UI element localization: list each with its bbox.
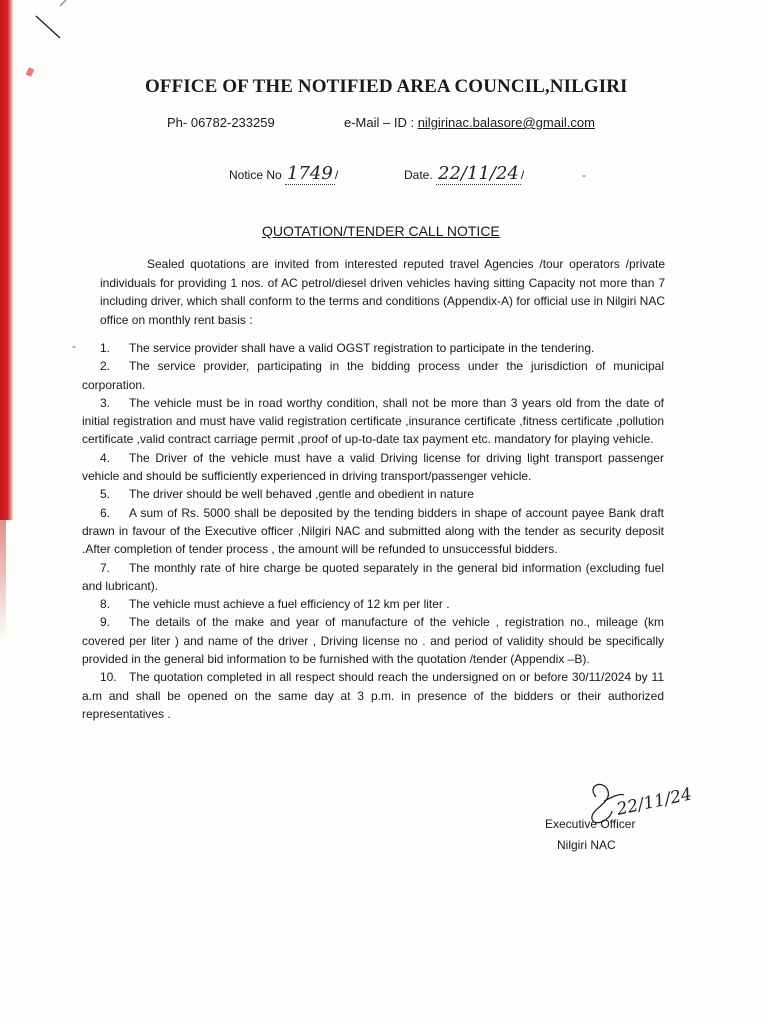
notice-number-line: Notice No 1749 / [229,163,339,184]
signatory-title: Executive Officer [545,817,636,831]
red-edge-strip [0,0,13,520]
condition-item [82,613,664,668]
signature-date: 22/11/24 [614,784,694,820]
margin-dash: - [582,168,586,182]
condition-text: A sum of Rs. 5000 shall be deposited by the tending bidders in shape of account payee Bank draft drawn in favour of the Executive officer ,Nilgiri NAC and submitted along with the tender as security deposit .After completion of tender process , the amount will be refunded to unsuccessful bidders. [82,505,664,557]
corner-pen-mark [30,4,70,44]
condition-item [82,449,664,486]
condition-number: 6. [100,505,111,520]
notice-date: 22/11/24 [438,163,519,184]
condition-text: The Driver of the vehicle must have a valid Driving license for driving light transport passenger vehicle and should be sufficiently experienced in driving transport/passenger vehicle. [82,450,664,484]
condition-item [82,504,664,559]
condition-text: The vehicle must be in road worthy condition, shall not be more than 3 years old from the date of initial registration and must have valid registration certificate ,insurance certificate ,fitness certificate ,pollution certificate ,valid contract carriage permit ,proof of up-to-date tax payment etc. mandatory for playing vehicle. [82,395,664,447]
margin-dash: - [72,339,76,353]
phone-number: Ph- 06782-233259 [167,115,275,130]
condition-text: The monthly rate of hire charge be quoted separately in the general bid information (excluding fuel and lubricant). [82,560,664,593]
condition-number: 1. [100,341,111,355]
condition-item [82,595,664,613]
condition-item [82,357,664,394]
red-edge-fade [0,520,6,640]
condition-item [82,668,664,723]
condition-number: 4. [100,450,111,465]
email-label: e-Mail – ID : [344,115,418,130]
condition-text: The driver should be well behaved ,gentle and obedient in nature [129,487,474,502]
notice-date-line: Date. 22/11/24 / [404,163,525,184]
email-address: nilgirinac.balasore@gmail.com [417,115,595,130]
signatory-organization: Nilgiri NAC [557,838,616,852]
notice-number: 1749 [287,163,333,184]
condition-text: The service provider shall have a valid OGST registration to participate in the tendering. [129,341,595,355]
condition-item [82,339,664,357]
condition-number: 9. [100,615,111,630]
condition-number: 2. [100,359,111,374]
email-line [344,115,595,130]
condition-text: The details of the make and year of manufacture of the vehicle , registration no., mileage (km covered per liter ) and name of the driver , Driving license no . and period of validity should be specifically provided in the general bid information to be furnished with the quotation /tender (Appendix –B). [82,615,664,667]
condition-number: 3. [100,395,111,410]
intro-paragraph: Sealed quotations are invited from interested reputed travel Agencies /tour operators /private individuals for providing 1 nos. of AC petrol/diesel driven vehicles having sitting Capacity not more than 7 including driver, which shall conform to the terms and conditions (Appendix-A) for official use in Nilgiri NAC office on monthly rent basis : [100,257,665,327]
condition-item [82,485,664,503]
condition-item [82,559,664,596]
condition-number: 7. [100,560,111,575]
notice-heading: QUOTATION/TENDER CALL NOTICE [262,223,500,239]
condition-text: The vehicle must achieve a fuel efficiency of 12 km per liter . [129,597,450,612]
condition-number: 5. [100,487,111,502]
conditions-list [82,339,664,723]
condition-number: 8. [100,597,111,612]
office-title: OFFICE OF THE NOTIFIED AREA COUNCIL,NILGIRI [145,76,628,97]
condition-number: 10. [100,670,117,685]
notice-label: Notice No [229,168,282,182]
condition-text: The quotation completed in all respect should reach the undersigned on or before 30/11/2024 by 11 a.m and shall be opened on the same day at 3 p.m. in presence of the bidders or their authorized representatives . [82,670,664,721]
condition-text: The service provider, participating in the bidding process under the jurisdiction of municipal corporation. [82,359,664,392]
red-mark [26,67,35,77]
condition-item [82,394,664,449]
date-label: Date. [404,168,433,182]
